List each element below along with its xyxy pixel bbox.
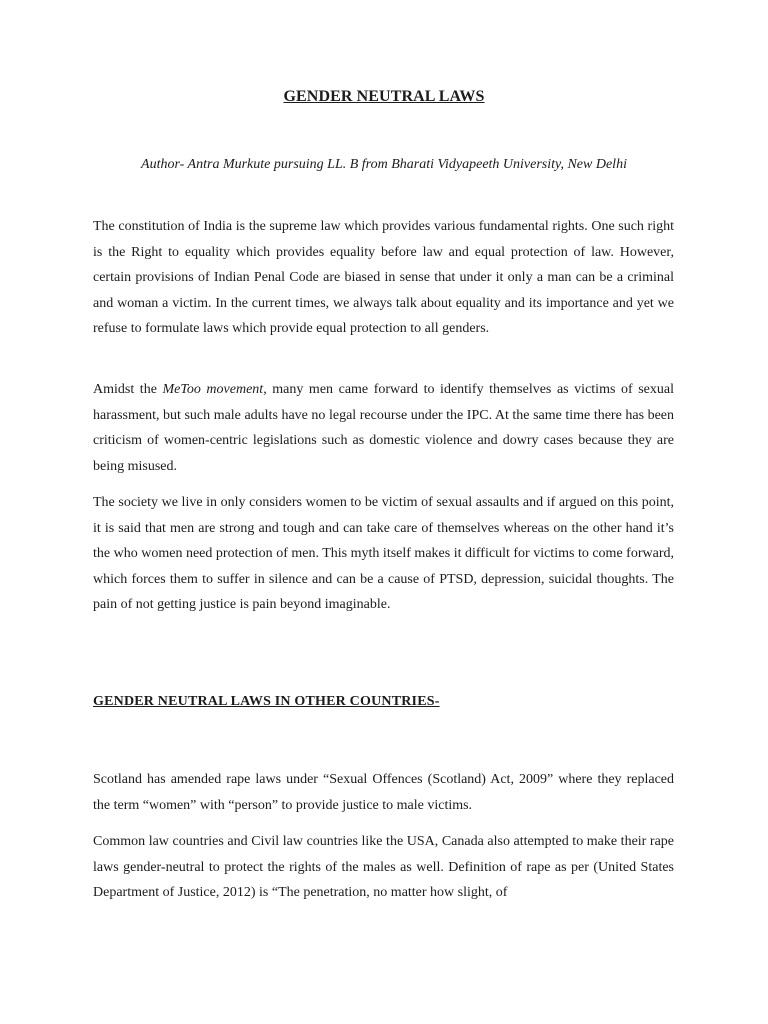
paragraph-constitution: The constitution of India is the supreme law which provides various fundamental rights. One such right is the Right to equality which provides equality before law and equal protection of law. However, certain provisions of Indian Penal Code are biased in sense that under it only a man can be a criminal and woman a victim. In the current times, we always talk about equality and its importance and yet we refuse to formulate laws which provide equal protection to all genders. <box>93 219 674 336</box>
paragraph-scotland: Scotland has amended rape laws under “Sexual Offences (Scotland) Act, 2009” where they replaced the term “women” with “person” to provide justice to male victims. <box>93 772 674 813</box>
author-line: Author- Antra Murkute pursuing LL. B from Bharati Vidyapeeth University, New Delhi <box>141 157 627 172</box>
paragraph-metoo <box>93 377 674 479</box>
paragraph-metoo-rest: , many men came forward to identify themselves as victims of sexual harassment, but such male adults have no legal recourse under the IPC. At the same time there has been criticism of women-centric legislations such as domestic violence and dowry cases because they are being misused. <box>93 382 674 474</box>
paragraph-common-law: Common law countries and Civil law countries like the USA, Canada also attempted to make their rape laws gender-neutral to protect the rights of the males as well. Definition of rape as per (United States Department of Justice, 2012) is “The penetration, no matter how slight, of <box>93 834 674 900</box>
paragraph-metoo-lead: Amidst the <box>93 382 163 397</box>
paragraph-society: The society we live in only considers women to be victim of sexual assaults and if argued on this point, it is said that men are strong and tough and can take care of themselves whereas on the other hand it’s the who women need protection of men. This myth itself makes it difficult for victims to come forward, which forces them to suffer in silence and can be a cause of PTSD, depression, suicidal thoughts. The pain of not getting justice is pain beyond imaginable. <box>93 495 674 612</box>
section-heading-other-countries: GENDER NEUTRAL LAWS IN OTHER COUNTRIES- <box>93 694 440 709</box>
metoo-movement-emphasis: MeToo movement <box>162 382 264 397</box>
document-title: GENDER NEUTRAL LAWS <box>283 88 485 105</box>
